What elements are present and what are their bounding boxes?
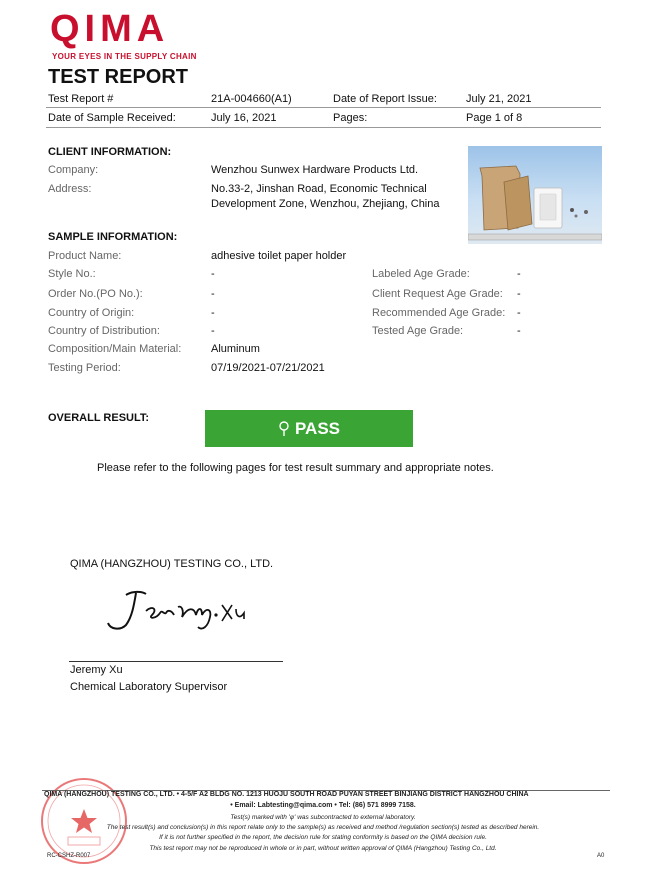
client-heading: CLIENT INFORMATION:: [48, 146, 172, 158]
report-no-label: Test Report #: [48, 93, 114, 105]
address-label: Address:: [48, 183, 92, 195]
recommended-age-label: Recommended Age Grade:: [372, 307, 506, 319]
material-label: Composition/Main Material:: [48, 343, 182, 355]
result-note: Please refer to the following pages for test result summary and appropriate notes.: [97, 462, 494, 474]
labeled-age-label: Labeled Age Grade:: [372, 268, 470, 280]
style-no-label: Style No.:: [48, 268, 96, 280]
address-line2: Development Zone, Wenzhou, Zhejiang, China: [211, 198, 440, 210]
labeled-age-value: -: [517, 268, 521, 280]
pin-icon: [278, 421, 290, 437]
signature-line: [69, 661, 283, 662]
material-value: Aluminum: [211, 343, 260, 355]
company-value: Wenzhou Sunwex Hardware Products Ltd.: [211, 164, 419, 176]
footer-contact: • Email: Labtesting@qima.com • Tel: (86) 571 8999 7158.: [230, 802, 416, 809]
product-name-value: adhesive toilet paper holder: [211, 250, 347, 262]
form-code: RC-CSHZ-R007: [47, 853, 91, 859]
sample-received-label: Date of Sample Received:: [48, 112, 176, 124]
country-origin-value: -: [211, 307, 215, 319]
product-name-label: Product Name:: [48, 250, 122, 262]
order-no-label: Order No.(PO No.):: [48, 288, 143, 300]
pass-text: PASS: [294, 418, 341, 438]
recommended-age-value: -: [517, 307, 521, 319]
footer-note-1: Test(s) marked with 'φ' was subcontracted to external laboratory.: [230, 814, 416, 821]
sample-received-value: July 16, 2021: [211, 112, 277, 124]
signature: [102, 585, 252, 640]
tested-age-label: Tested Age Grade:: [372, 325, 464, 337]
footer-address: QIMA (HANGZHOU) TESTING CO., LTD. • 4-5/F A2 BLDG NO. 1213 HUOJU SOUTH ROAD PUYAN STREET BINJIANG DISTRICT HANGZHOU CHINA: [44, 791, 529, 798]
testing-period-value: 07/19/2021-07/21/2021: [211, 362, 325, 374]
address-line1: No.33-2, Jinshan Road, Economic Technical: [211, 183, 427, 195]
country-distribution-value: -: [211, 325, 215, 337]
country-distribution-label: Country of Distribution:: [48, 325, 160, 337]
footer-note-3: If it is not further specified in the report, the decision rule for stating conformity is based on the QIMA decision rule.: [159, 834, 487, 841]
tested-age-value: -: [517, 325, 521, 337]
signing-company: QIMA (HANGZHOU) TESTING CO., LTD.: [70, 558, 274, 570]
issue-date-label: Date of Report Issue:: [333, 93, 437, 105]
footer-note-2: The test result(s) and conclusion(s) in this report relate only to the sample(s) as received and method /regulation section(s) tested as described herein.: [106, 824, 540, 831]
product-photo: [468, 146, 602, 244]
order-no-value: -: [211, 288, 215, 300]
report-no-value: 21A-004660(A1): [211, 93, 292, 105]
signer-role: Chemical Laboratory Supervisor: [70, 681, 228, 693]
sample-heading: SAMPLE INFORMATION:: [48, 231, 178, 243]
signer-name: Jeremy Xu: [70, 664, 123, 676]
revision-code: A0: [597, 853, 605, 859]
pages-value: Page 1 of 8: [466, 112, 523, 124]
divider: [46, 127, 601, 128]
pages-label: Pages:: [333, 112, 368, 124]
divider: [46, 107, 601, 108]
country-origin-label: Country of Origin:: [48, 307, 135, 319]
client-request-age-value: -: [517, 288, 521, 300]
issue-date-value: July 21, 2021: [466, 93, 532, 105]
testing-period-label: Testing Period:: [48, 362, 121, 374]
footer-note-4: This test report may not be reproduced in whole or in part, without written approval of QIMA (Hangzhou) Testing Co., Ltd.: [149, 845, 497, 852]
overall-result-label: OVERALL RESULT:: [48, 412, 150, 424]
qima-logo: QIMA: [50, 8, 170, 50]
style-no-value: -: [211, 268, 215, 280]
client-request-age-label: Client Request Age Grade:: [372, 288, 503, 300]
logo-tagline: YOUR EYES IN THE SUPPLY CHAIN: [52, 52, 197, 61]
page-title: TEST REPORT: [48, 66, 189, 88]
company-label: Company:: [48, 164, 99, 176]
pass-badge: [205, 410, 413, 447]
